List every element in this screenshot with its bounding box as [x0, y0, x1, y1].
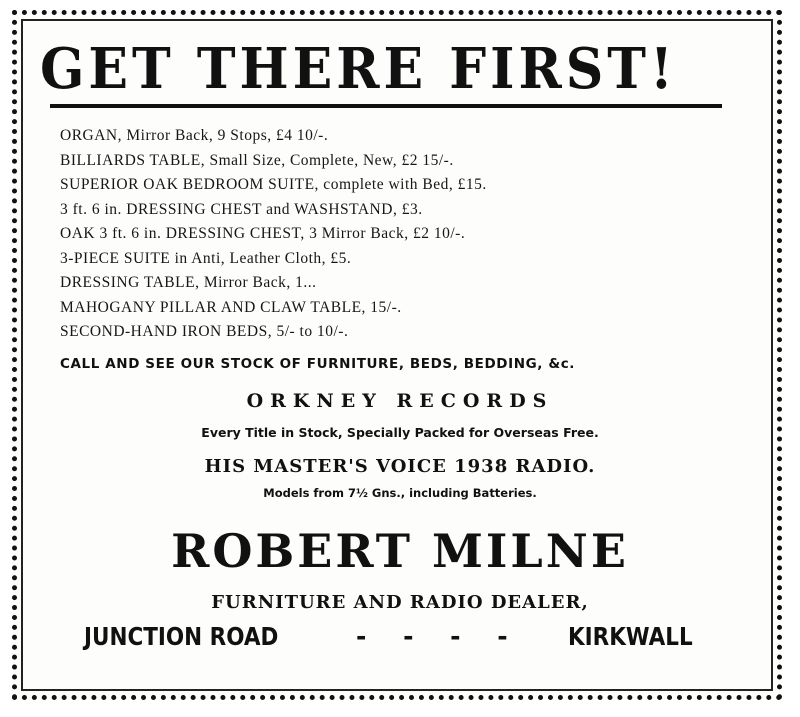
list-item: SECOND-HAND IRON BEDS, 5/- to 10/-. [60, 323, 349, 340]
list-item: 3-PIECE SUITE in Anti, Leather Cloth, £5. [60, 249, 352, 267]
stock-callout: CALL AND SEE OUR STOCK OF FURNITURE, BEDS, BEDDING, &c. [60, 356, 576, 372]
dealer-street: JUNCTION ROAD [84, 622, 279, 651]
dealer-town: KIRKWALL [568, 622, 693, 651]
item-list [60, 124, 760, 345]
list-item: DRESSING TABLE, Mirror Back, 1... [60, 274, 317, 291]
advertisement-inner-border [21, 19, 773, 691]
radio-subtitle: Models from 7½ Gns., including Batteries. [263, 486, 537, 500]
list-item: OAK 3 ft. 6 in. DRESSING CHEST, 3 Mirror Back, £2 10/-. [60, 225, 466, 242]
list-item: ORGAN, Mirror Back, 9 Stops, £4 10/-. [60, 127, 329, 144]
dealer-description: FURNITURE AND RADIO DEALER, [211, 592, 589, 613]
records-title: ORKNEY RECORDS [246, 390, 554, 412]
dealer-name: ROBERT MILNE [171, 524, 629, 578]
radio-title: HIS MASTER'S VOICE 1938 RADIO. [204, 456, 596, 477]
headline-rule [50, 104, 722, 108]
records-subtitle: Every Title in Stock, Specially Packed for Overseas Free. [201, 425, 599, 440]
list-item: SUPERIOR OAK BEDROOM SUITE, complete with Bed, £15. [60, 176, 487, 193]
list-item: 3 ft. 6 in. DRESSING CHEST and WASHSTAND, £3. [60, 200, 423, 218]
list-item: MAHOGANY PILLAR AND CLAW TABLE, 15/-. [60, 298, 402, 316]
address-separator: - - - - [356, 622, 522, 651]
list-item: BILLIARDS TABLE, Small Size, Complete, New, £2 15/-. [60, 151, 454, 169]
headline: GET THERE FIRST! [40, 36, 677, 102]
